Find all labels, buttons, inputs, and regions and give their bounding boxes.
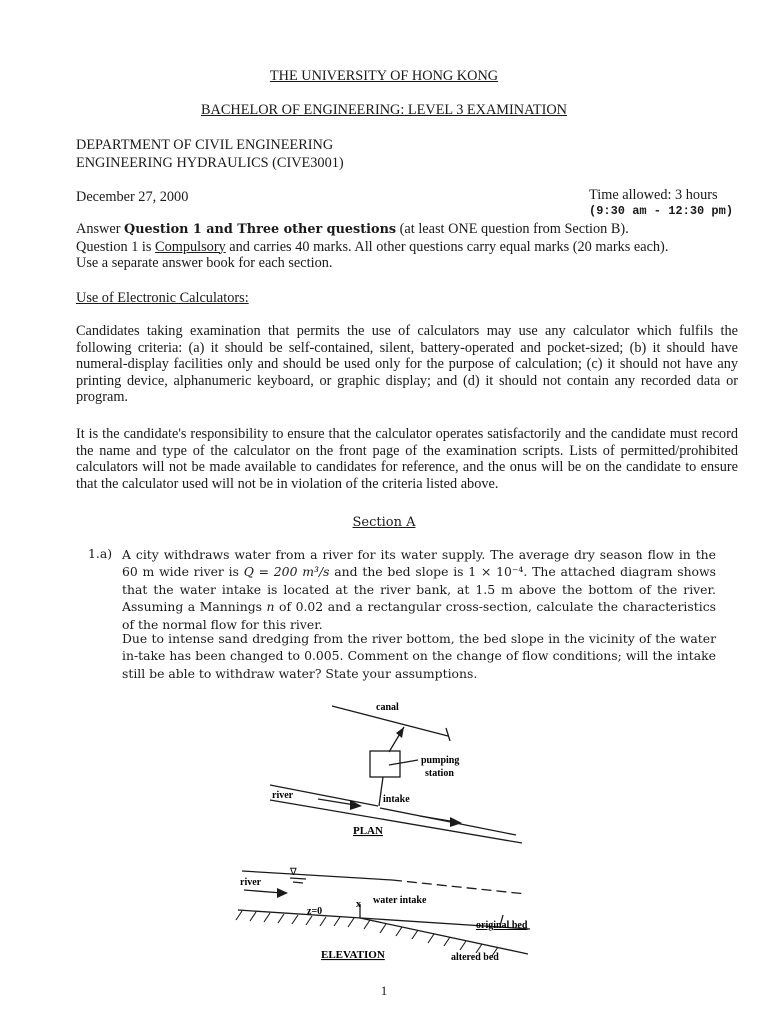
exam-date: December 27, 2000: [76, 189, 189, 205]
water-intake-label: water intake: [373, 895, 427, 906]
section-heading: Section A: [352, 515, 416, 530]
elevation-label: ELEVATION: [321, 949, 385, 961]
water-level-tick-1: [290, 878, 306, 879]
calculators-responsibility: It is the candidate's responsibility to ensure that the calculator operates satisfactorily and the candidate must record the name and type of the calculator on the front page of the examination scripts. Lists of permitted/prohibited calculators will not be made available to candidates for reference, and the onus will be on the candidate to ensure that the calculator used will not be in violation of the criteria listed above.: [76, 426, 738, 492]
water-level-tick-2: [293, 882, 303, 883]
flow-arrowhead-2: [450, 817, 462, 827]
question-part-2: Due to intense sand dredging from the river bottom, the bed slope in the vicinity of the water in-take has been changed to 0.005. Comment on the change of flow conditions; will the intake still be able to withdraw water? State your assumptions.: [122, 631, 716, 681]
calculators-criteria: Candidates taking examination that permits the use of calculators may use any calculator which fulfils the following criteria: (a) it should be self-contained, silent, battery-operated and pocket-sized; (b) it should have numeral-display facilities only and should be used only for the purpose of calculation; (c) it should not have any printing device, alphanumeric keyboard, or graphic display; and (d) it should not contain any recorded data or program.: [76, 323, 738, 406]
course-name: ENGINEERING HYDRAULICS (CIVE3001): [76, 155, 344, 171]
time-allowed: Time allowed: 3 hours: [589, 187, 718, 203]
question-number: 1.a): [88, 546, 113, 561]
intake-label: intake: [383, 794, 410, 805]
calculators-heading: Use of Electronic Calculators:: [76, 290, 249, 306]
altered-bed-label: altered bed: [451, 952, 499, 963]
elevation-flow-arrow: [244, 890, 282, 893]
water-surface-dashed: [392, 880, 526, 894]
instruction-line-2: Question 1 is Compulsory and carries 40 marks. All other questions carry equal marks (20 marks each).: [76, 238, 669, 255]
z0-label: z=0: [307, 906, 323, 917]
pumping-leader: [389, 760, 418, 765]
time-range: (9:30 am - 12:30 pm): [589, 204, 734, 218]
exam-title: BACHELOR OF ENGINEERING: LEVEL 3 EXAMINATION: [201, 102, 567, 118]
page-number: 1: [380, 983, 388, 998]
station-label: station: [425, 768, 454, 779]
canal-pipe-arrowhead: [396, 727, 404, 738]
question-part-1: A city withdraws water from a river for its water supply. The average dry season flow in the 60 m wide river is Q = 200 m³/s and the bed slope is 1 × 10⁻⁴. The attached diagram shows that the water intake is located at the river bank, at 1.5 m above the bottom of the river. Assuming a Mannings n of 0.02 and a rectangular cross-section, calculate the characteristics of the normal flow for this river.: [122, 547, 716, 632]
university-title: THE UNIVERSITY OF HONG KONG: [269, 68, 499, 84]
original-bed-label: original bed: [476, 920, 528, 931]
plan-label: PLAN: [353, 825, 383, 837]
river-bank-lower: [270, 800, 522, 843]
river-elevation-label: river: [240, 877, 262, 888]
instruction-line-1: Answer Question 1 and Three other questions (at least ONE question from Section B).: [76, 221, 629, 237]
elevation-arrowhead: [277, 888, 288, 898]
water-surface-solid: [242, 871, 392, 880]
instruction-line-3: Use a separate answer book for each section.: [76, 255, 333, 272]
river-plan-label: river: [272, 790, 294, 801]
canal-label: canal: [376, 702, 399, 713]
canal-end-tick: [446, 728, 450, 741]
department-name: DEPARTMENT OF CIVIL ENGINEERING: [76, 137, 334, 153]
water-level-symbol: ∇: [290, 867, 297, 878]
pumping-label: pumping: [421, 755, 460, 766]
intake-x-mark: x: [356, 899, 361, 910]
